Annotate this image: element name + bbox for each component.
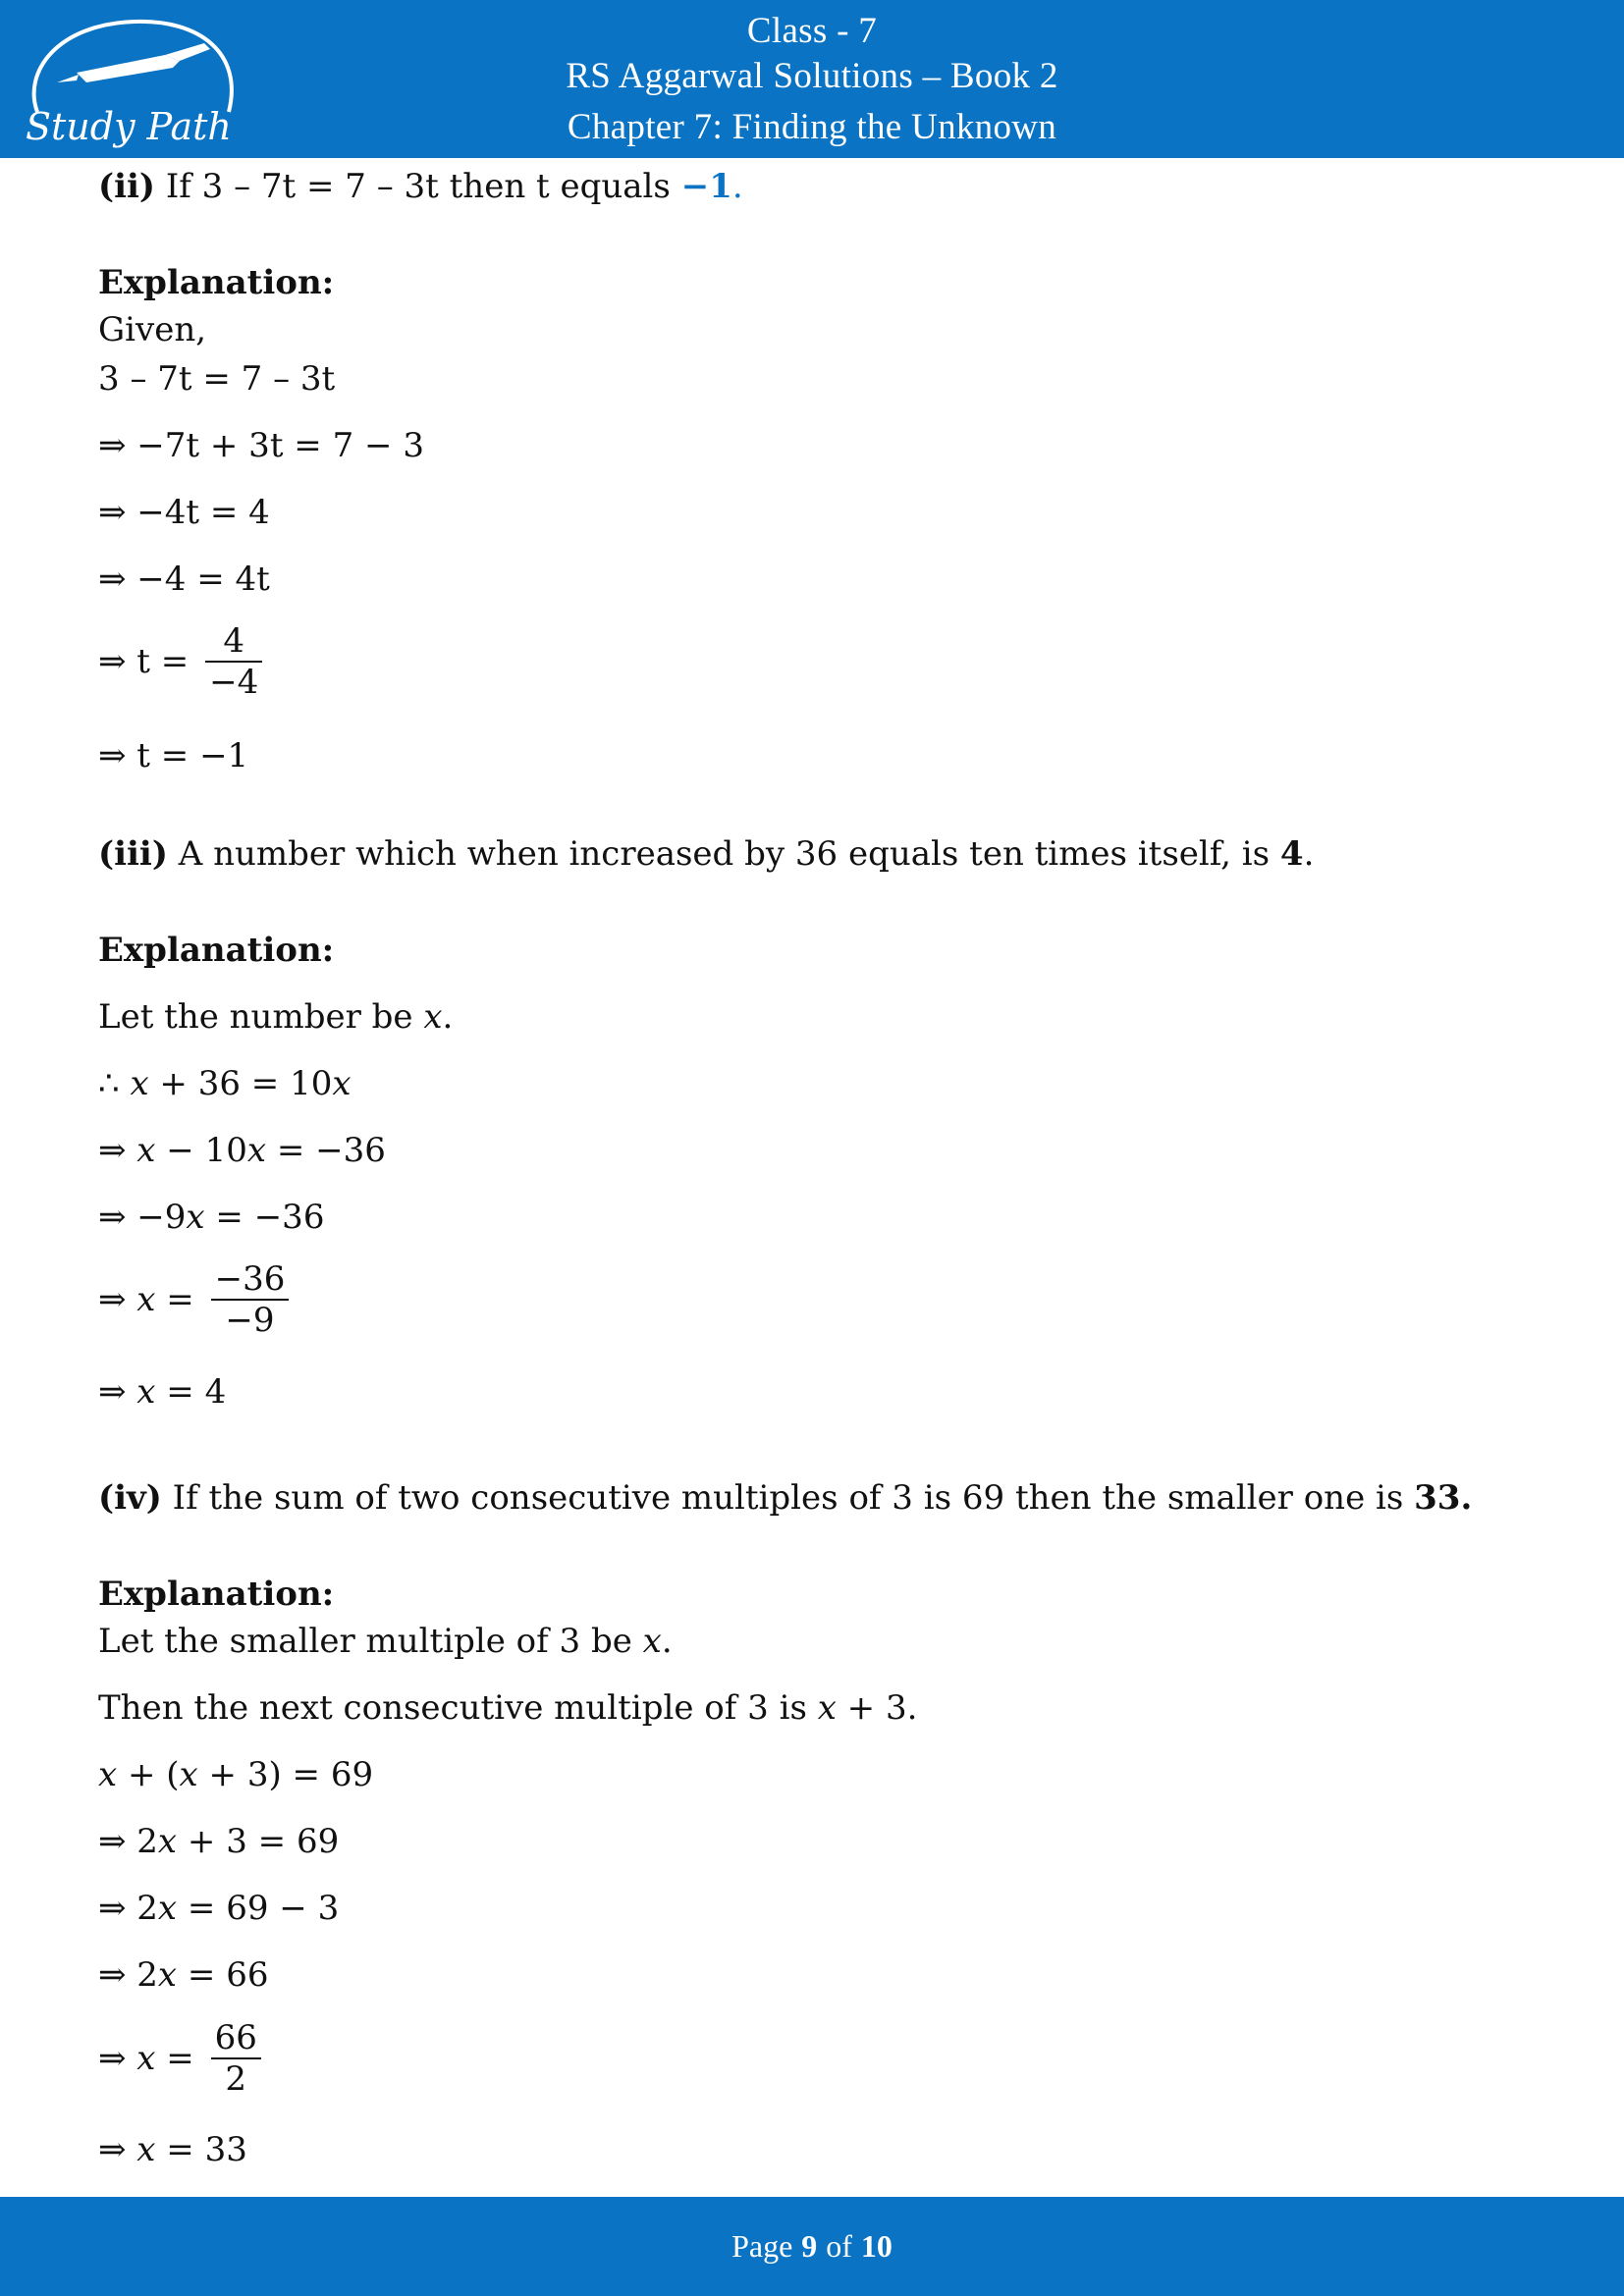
step-line: Let the smaller multiple of 3 be 𝑥. (98, 1622, 673, 1661)
denominator: −9 (225, 1301, 275, 1340)
fraction (211, 2018, 261, 2099)
step-line: 3 – 7t = 7 – 3t (98, 359, 336, 399)
fraction-step (98, 1261, 289, 1342)
fraction-prefix: ⇒ 𝑥 = (98, 1280, 194, 1319)
question-label: (iv) (98, 1478, 162, 1518)
final-step: ⇒ 𝑥 = 4 (98, 1372, 227, 1412)
step-line: 𝑥 + (𝑥 + 3) = 69 (98, 1755, 374, 1794)
final-step: ⇒ 𝑥 = 33 (98, 2130, 247, 2169)
answer-period: . (731, 167, 743, 206)
step-line: ⇒ 2𝑥 + 3 = 69 (98, 1822, 340, 1861)
question-iii (98, 832, 1314, 876)
step-line: ⇒ −7t + 3t = 7 − 3 (98, 426, 424, 465)
total-pages-number: 10 (860, 2228, 893, 2264)
step-line: Let the number be 𝑥. (98, 997, 454, 1037)
svg-text:Study Path: Study Path (26, 105, 232, 148)
explanation-heading: Explanation: (98, 931, 335, 970)
question-iv (98, 1476, 1472, 1520)
answer-value: 33. (1414, 1478, 1473, 1518)
denominator: −4 (209, 663, 259, 702)
answer-value: 4 (1279, 834, 1304, 874)
fraction (211, 1259, 290, 1340)
explanation-heading: Explanation: (98, 1575, 335, 1614)
answer-period: . (1303, 834, 1315, 874)
question-ii (98, 165, 743, 208)
step-line: ⇒ −4t = 4 (98, 493, 270, 532)
numerator: −36 (214, 1259, 286, 1299)
page-header (0, 0, 1624, 158)
fraction (205, 621, 262, 702)
header-chapter: Chapter 7: Finding the Unknown (567, 107, 1057, 147)
answer-value: −1 (680, 167, 732, 206)
question-text: A number which when increased by 36 equals ten times itself, is (178, 834, 1271, 874)
header-book: RS Aggarwal Solutions – Book 2 (566, 56, 1058, 96)
step-line: ⇒ 𝑥 − 10𝑥 = −36 (98, 1131, 386, 1170)
question-text: If the sum of two consecutive multiples of 3 is 69 then the smaller one is (172, 1478, 1404, 1518)
question-text: If 3 – 7t = 7 – 3t then t equals (165, 167, 671, 206)
step-line: ⇒ 2𝑥 = 66 (98, 1955, 269, 1995)
fraction-prefix: ⇒ t = (98, 642, 189, 681)
step-line: Then the next consecutive multiple of 3 is 𝑥 + 3. (98, 1688, 918, 1728)
step-line: ⇒ −4 = 4t (98, 560, 270, 599)
question-label: (ii) (98, 167, 156, 206)
numerator: 4 (223, 621, 244, 661)
step-line: ⇒ −9𝑥 = −36 (98, 1198, 325, 1237)
step-line: ⇒ 2𝑥 = 69 − 3 (98, 1889, 340, 1928)
page-footer (0, 2197, 1624, 2296)
fraction-prefix: ⇒ 𝑥 = (98, 2039, 194, 2078)
step-line: ∴ 𝑥 + 36 = 10𝑥 (98, 1064, 352, 1103)
numerator: 66 (214, 2018, 257, 2057)
of-word: of (826, 2228, 852, 2264)
final-step: ⇒ t = −1 (98, 736, 249, 775)
step-line: Given, (98, 310, 207, 349)
page-word: Page (731, 2228, 793, 2264)
current-page-number: 9 (801, 2228, 818, 2264)
header-class: Class - 7 (746, 11, 878, 51)
fraction-step (98, 623, 262, 704)
denominator: 2 (225, 2059, 247, 2099)
fraction-step (98, 2020, 261, 2101)
question-label: (iii) (98, 834, 168, 874)
explanation-heading: Explanation: (98, 263, 335, 302)
